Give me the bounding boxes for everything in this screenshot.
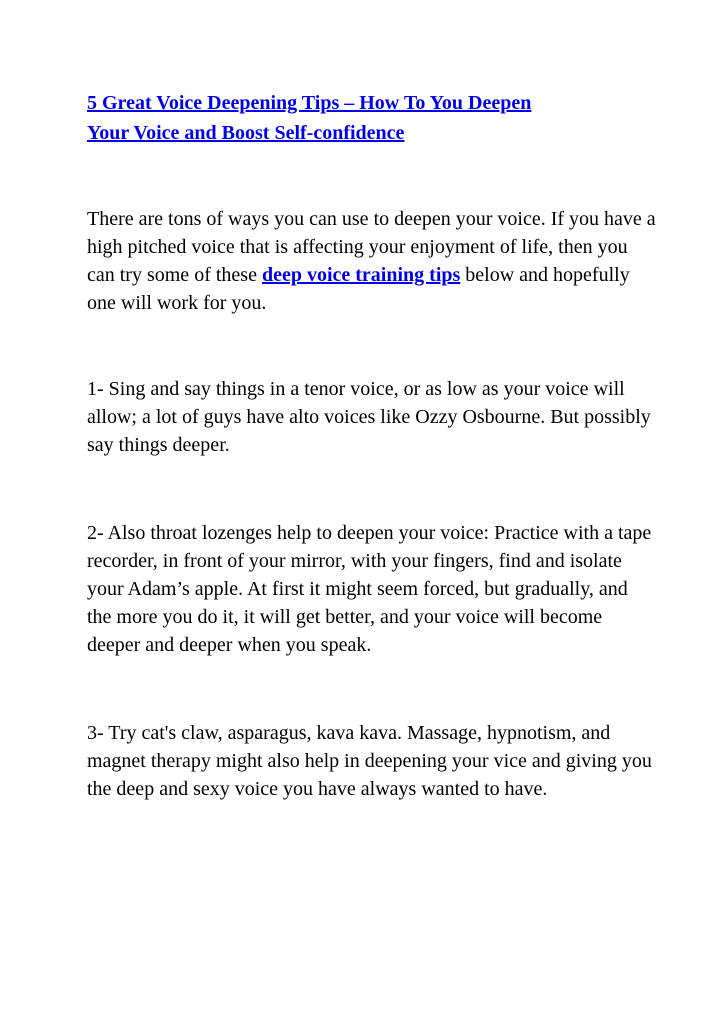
deep-voice-training-tips-link[interactable]: deep voice training tips bbox=[261, 264, 461, 286]
intro-text-before: There are tons of ways you can use to deepen your voice. If you have a high pitched voice that is affecting your enjoyment of life, then you can try some of these bbox=[87, 208, 656, 286]
intro-paragraph bbox=[87, 205, 657, 317]
article-title-link[interactable] bbox=[87, 92, 531, 144]
title-line-2: Your Voice and Boost Self-confidence bbox=[87, 122, 405, 144]
title-line-1: 5 Great Voice Deepening Tips – How To You Deepen bbox=[87, 92, 532, 114]
document-page bbox=[87, 88, 657, 803]
tip-paragraph-1: 1- Sing and say things in a tenor voice, or as low as your voice will allow; a lot of guys have alto voices like Ozzy Osbourne. But possibly say things deeper. bbox=[87, 378, 651, 456]
tip-paragraph-3: 3- Try cat's claw, asparagus, kava kava. Massage, hypnotism, and magnet therapy might also help in deepening your vice and giving you the deep and sexy voice you have always wanted to have. bbox=[87, 722, 652, 800]
article-title bbox=[87, 88, 657, 148]
tip-paragraph-2: 2- Also throat lozenges help to deepen your voice: Practice with a tape recorder, in front of your mirror, with your fingers, find and isolate your Adam’s apple. At first it might seem forced, but gradually, and the more you do it, it will get better, and your voice will become deeper and deeper when you speak. bbox=[87, 522, 652, 656]
intro-text-after: below and hopefully one will work for you. bbox=[87, 264, 630, 314]
